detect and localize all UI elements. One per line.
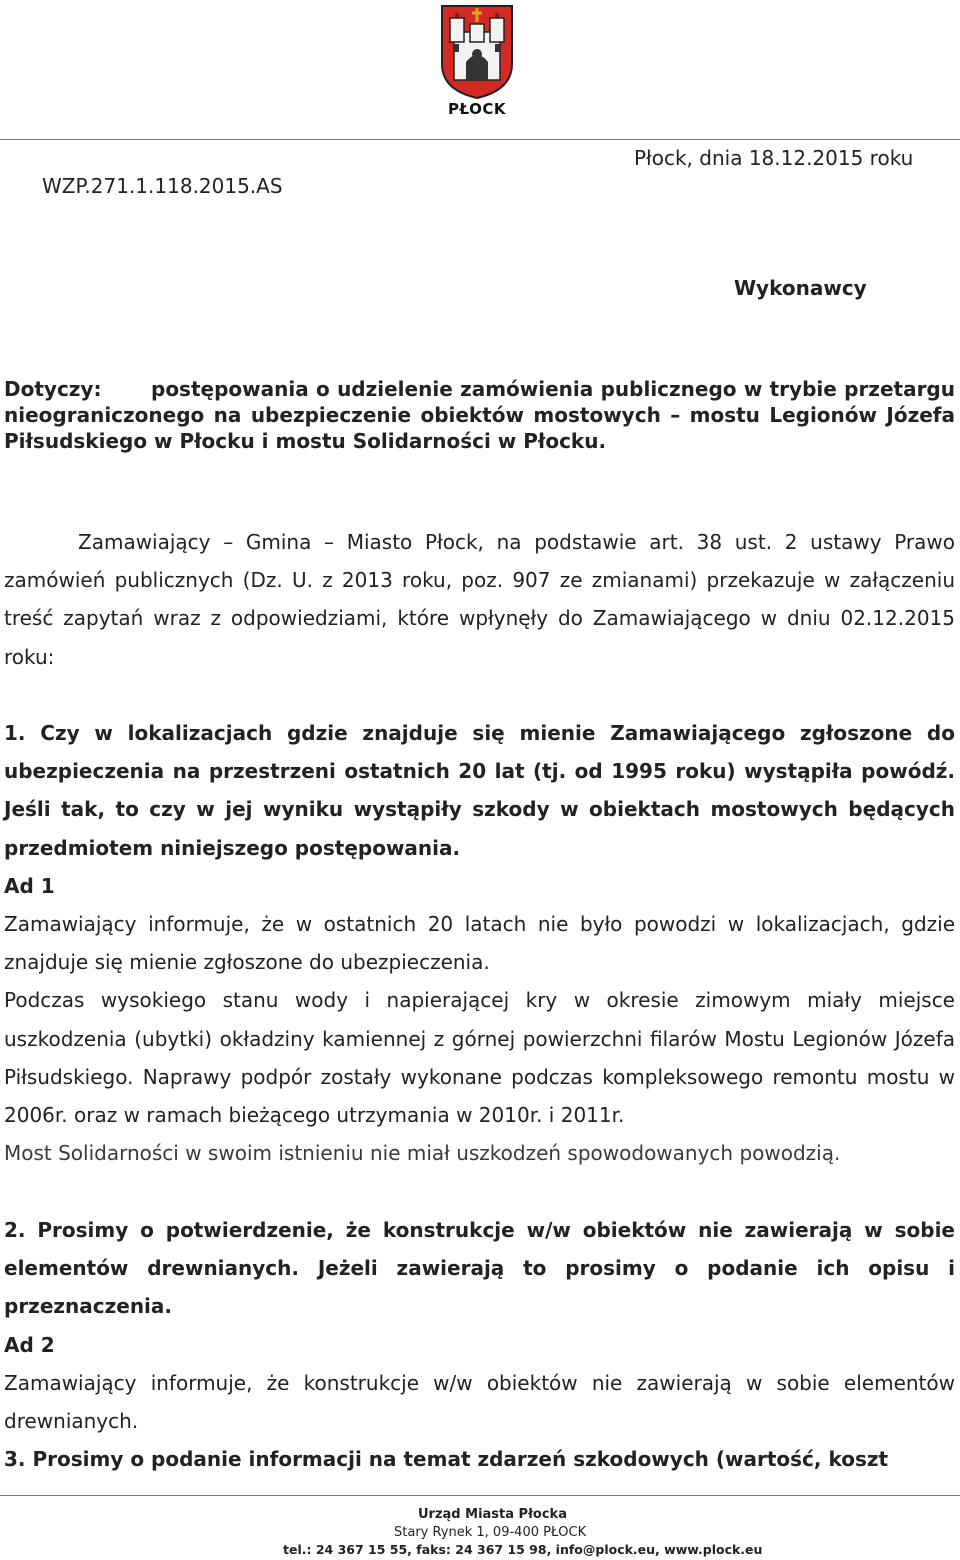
- plock-coat-of-arms-icon: [440, 4, 514, 100]
- footer-contact: tel.: 24 367 15 55, faks: 24 367 15 98, info@plock.eu, www.plock.eu: [283, 1542, 763, 1557]
- question-2: 2. Prosimy o potwierdzenie, że konstrukcje w/w obiektów nie zawierają w sobie elementów drewnianych. Jeżeli zawierają to prosimy o podanie ich opisu i przeznaczenia.: [4, 1218, 955, 1319]
- qa-item-2: [4, 1211, 955, 1478]
- answer-1-paragraph-1: Zamawiający informuje, że w ostatnich 20 latach nie było powodzi w lokalizacjach, gdzie znajduje się mienie zgłoszone do ubezpieczenia.: [4, 912, 955, 975]
- footer-address: Stary Rynek 1, 09-400 PŁOCK: [394, 1525, 587, 1540]
- intro-text: Zamawiający – Gmina – Miasto Płock, na podstawie art. 38 ust. 2 ustawy Prawo zamówień publicznych (Dz. U. z 2013 roku, poz. 907 ze zmianami) przekazuje w załączeniu treść zapytań wraz z odpowiedziami, które wpłynęły do Zamawiającego w dniu 02.12.2015 roku:: [4, 530, 955, 669]
- question-1: 1. Czy w lokalizacjach gdzie znajduje się mienie Zamawiającego zgłoszone do ubezpieczenia na przestrzeni ostatnich 20 lat (tj. od 1995 roku) wystąpiła powódź. Jeśli tak, to czy w jej wyniku wystąpiły szkody w obiektach mostowych będących przedmiotem niniejszego postępowania.: [4, 721, 955, 860]
- place-and-date: Płock, dnia 18.12.2015 roku: [634, 146, 914, 170]
- subject-label: Dotyczy:: [4, 377, 102, 401]
- qa-item-1: [4, 714, 955, 1172]
- answer-label-2: Ad 2: [4, 1332, 55, 1357]
- intro-paragraph: [4, 523, 955, 676]
- answer-label-1: Ad 1: [4, 873, 55, 898]
- reference-number: WZP.271.1.118.2015.AS: [42, 174, 283, 198]
- recipient: Wykonawcy: [734, 276, 867, 300]
- footer-divider: [0, 1495, 960, 1496]
- footer-office-name: Urząd Miasta Płocka: [418, 1507, 567, 1522]
- subject-text: postępowania o udzielenie zamówienia publicznego w trybie przetargu nieograniczonego na ubezpieczenie obiektów mostowych – mostu Legionów Józefa Piłsudskiego w Płocku i mostu Solidarności w Płocku.: [4, 377, 955, 453]
- subject-block: [4, 376, 955, 454]
- crest-caption: PŁOCK: [448, 100, 506, 118]
- answer-2-paragraph-1: Zamawiający informuje, że konstrukcje w/w obiektów nie zawierają w sobie elementów drewnianych.: [4, 1370, 955, 1434]
- header-divider: [0, 139, 960, 140]
- answer-1-paragraph-3: Most Solidarności w swoim istnieniu nie miał uszkodzeń spowodowanych powodzią.: [4, 1141, 841, 1166]
- question-3: 3. Prosimy o podanie informacji na temat zdarzeń szkodowych (wartość, koszt: [4, 1447, 889, 1472]
- answer-1-paragraph-2: Podczas wysokiego stanu wody i napierającej kry w okresie zimowym miały miejsce uszkodzenia (ubytki) okładziny kamiennej z górnej powierzchni filarów Mostu Legionów Józefa Piłsudskiego. Naprawy podpór zostały wykonane podczas kompleksowego remontu mostu w 2006r. oraz w ramach bieżącego utrzymania w 2010r. i 2011r.: [4, 988, 955, 1128]
